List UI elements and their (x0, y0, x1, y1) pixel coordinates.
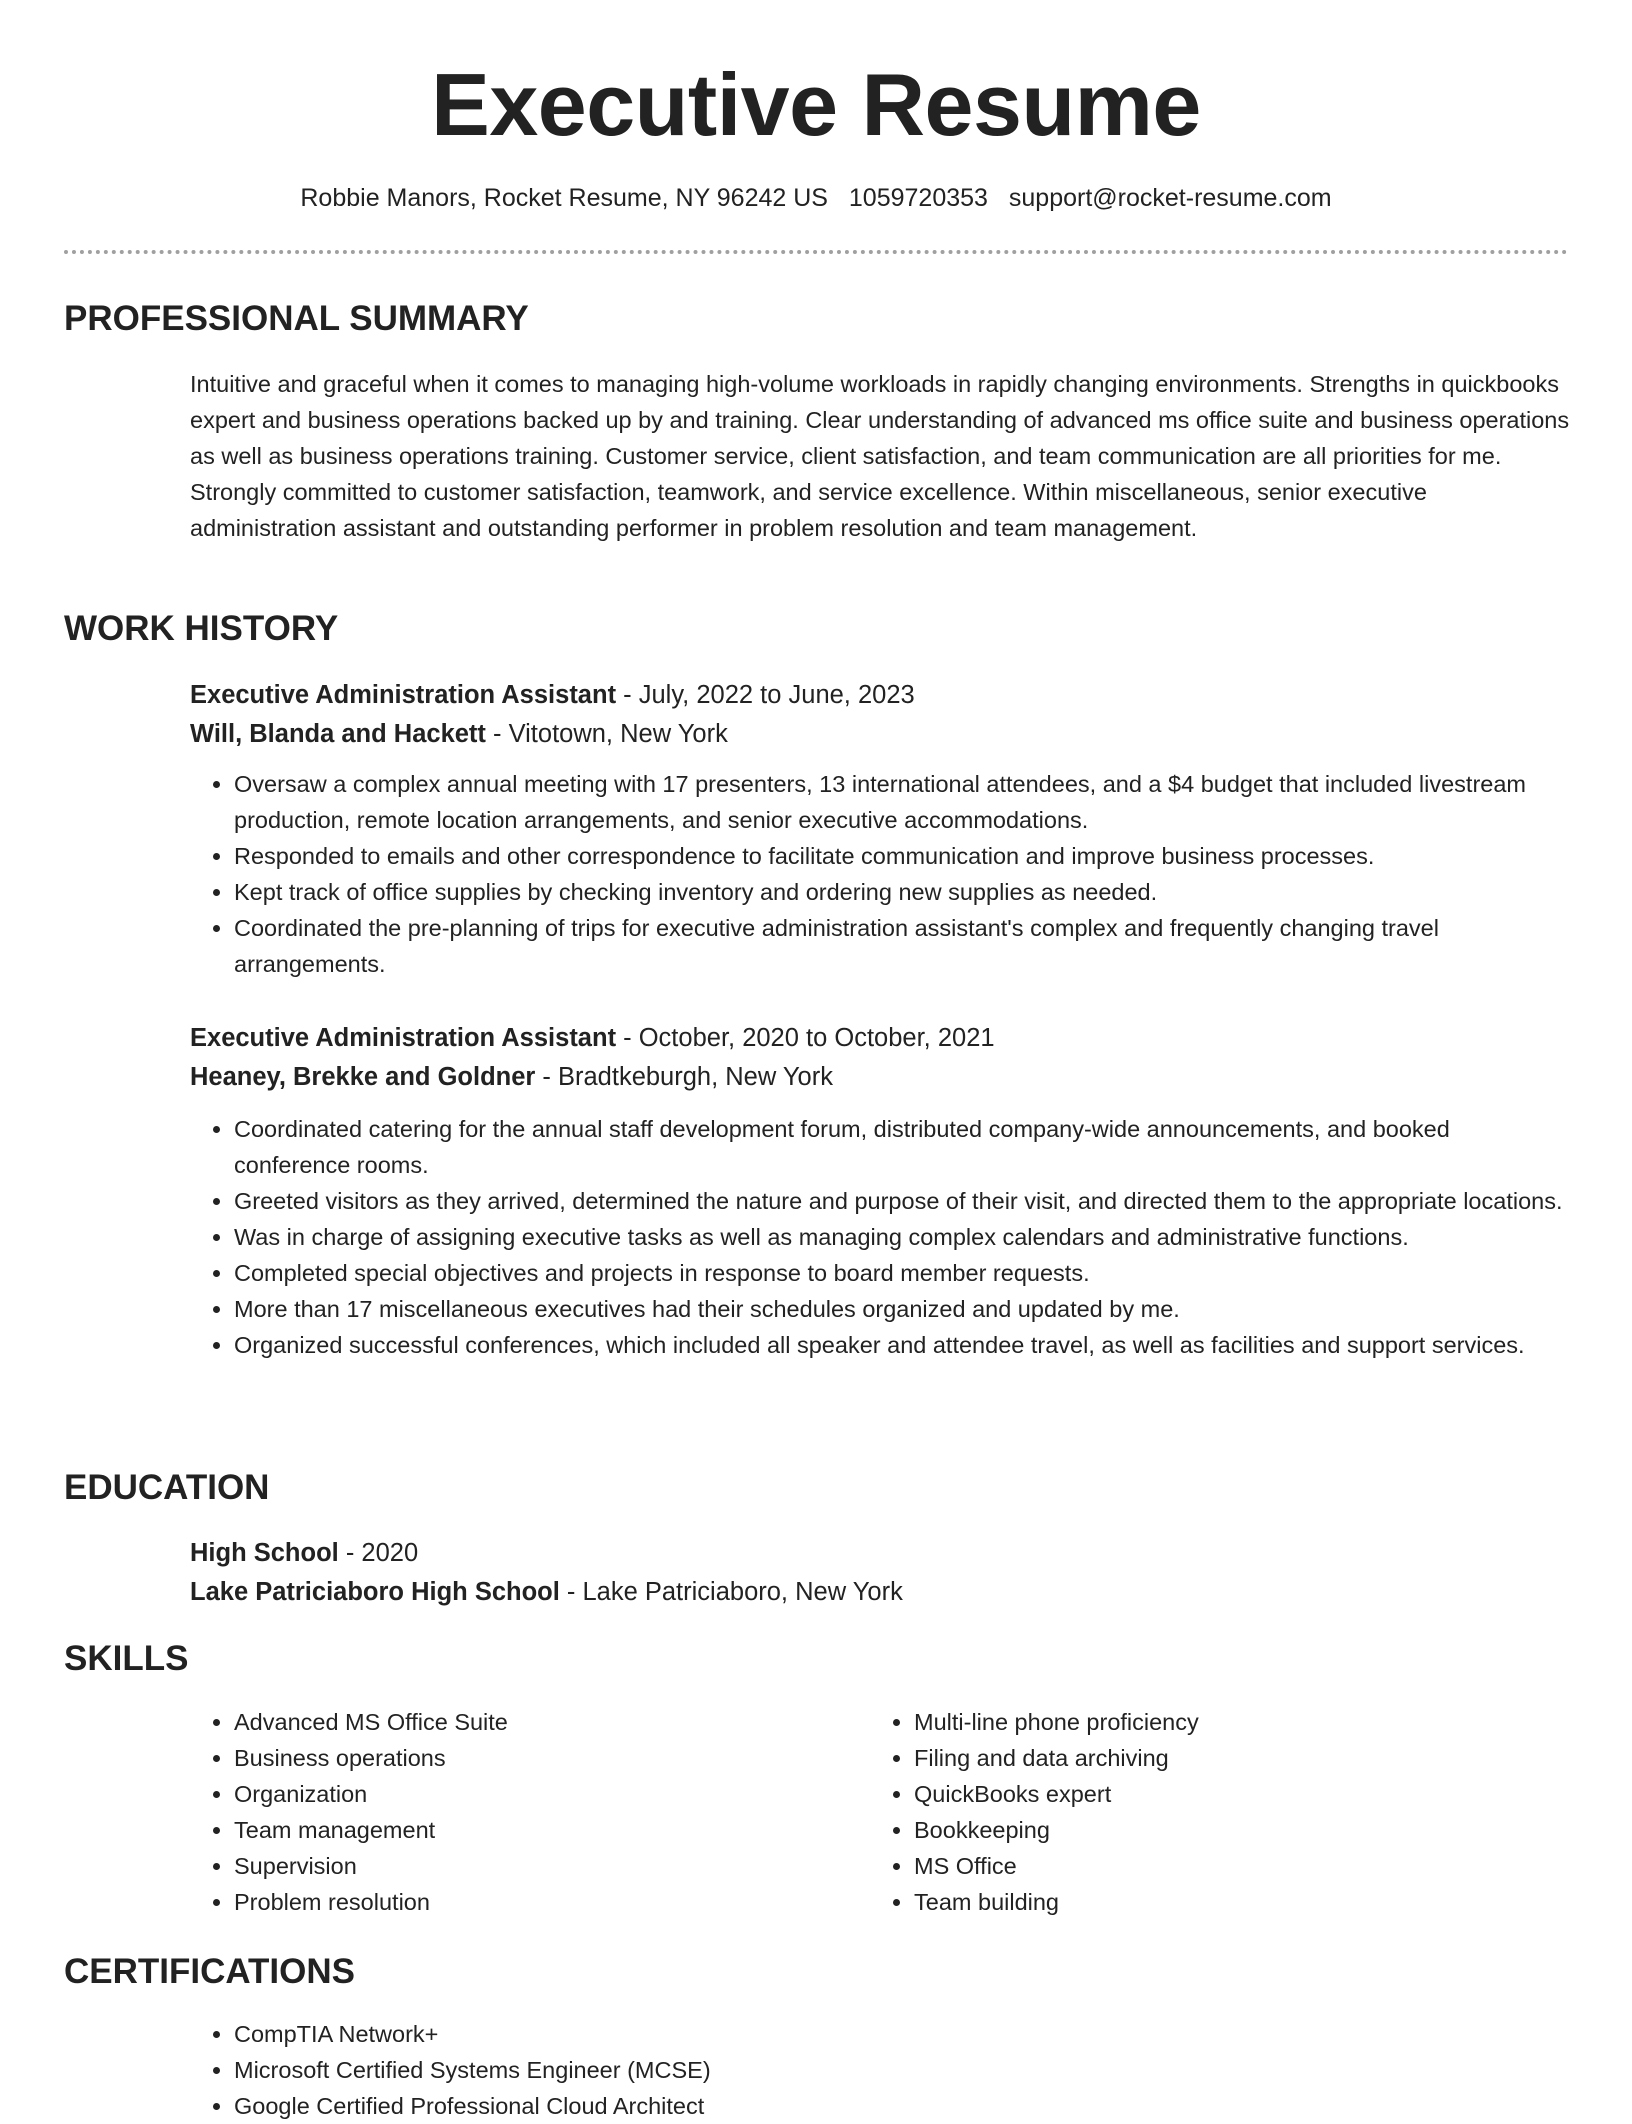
certifications-heading: CERTIFICATIONS (64, 1952, 356, 1991)
list-item: • Coordinated the pre-planning of trips for executive administration assistant's complex and frequently changing travel arrangements. (234, 910, 1570, 982)
list-item: • Bookkeeping (914, 1812, 1490, 1848)
list-item: • Was in charge of assigning executive tasks as well as managing complex calendars and administrative functions. (234, 1219, 1570, 1255)
education-school: Lake Patriciaboro High School (190, 1578, 560, 1606)
list-item: • More than 17 miscellaneous executives had their schedules organized and updated by me. (234, 1291, 1570, 1327)
education-degree-line (190, 1534, 1570, 1573)
header-divider (64, 250, 1568, 254)
list-item: • Advanced MS Office Suite (234, 1704, 810, 1740)
job-dates: - July, 2022 to June, 2023 (616, 681, 915, 709)
list-item: • Team management (234, 1812, 810, 1848)
list-item: • Problem resolution (234, 1884, 810, 1920)
job-bullets (190, 766, 1570, 982)
summary-heading: PROFESSIONAL SUMMARY (64, 299, 529, 338)
list-item: • Business operations (234, 1740, 810, 1776)
education-school-line (190, 1573, 1570, 1612)
job-company-line (190, 1058, 1570, 1097)
contact-line (64, 181, 1568, 215)
education-entry (190, 1534, 1570, 1612)
list-item: • Organization (234, 1776, 810, 1812)
job-title-line (190, 676, 1570, 715)
job-entry-2 (190, 1019, 1570, 1363)
job-dates: - October, 2020 to October, 2021 (616, 1024, 995, 1052)
list-item: • Kept track of office supplies by checking inventory and ordering new supplies as needed. (234, 874, 1570, 910)
skills-column-right (870, 1704, 1490, 1920)
skills-heading: SKILLS (64, 1639, 189, 1678)
list-item: • Coordinated catering for the annual staff development forum, distributed company-wide announcements, and booked conference rooms. (234, 1111, 1570, 1183)
summary-text: Intuitive and graceful when it comes to managing high-volume workloads in rapidly changing environments. Strengths in quickbooks expert and business operations backed up by and training. Clear understanding of advanced ms office suite and business operations as well as business operations training. Customer service, client satisfaction, and team communication are all priorities for me. Strongly committed to customer satisfaction, teamwork, and service excellence. Within miscellaneous, senior executive administration assistant and outstanding performer in problem resolution and team management. (190, 371, 1570, 541)
list-item: • Microsoft Certified Systems Engineer (MCSE) (234, 2052, 1570, 2088)
contact-address: Robbie Manors, Rocket Resume, NY 96242 US (300, 184, 828, 212)
job-entry-1 (190, 676, 1570, 982)
list-item: • CompTIA Network+ (234, 2016, 1570, 2052)
education-degree: High School (190, 1539, 339, 1567)
job-role: Executive Administration Assistant (190, 1024, 617, 1052)
list-item: • MS Office (914, 1848, 1490, 1884)
certifications-list (190, 2016, 1570, 2124)
job-location: - Vitotown, New York (485, 720, 728, 748)
list-item: • Filing and data archiving (914, 1740, 1490, 1776)
list-item: • QuickBooks expert (914, 1776, 1490, 1812)
job-role: Executive Administration Assistant (190, 681, 617, 709)
contact-email: support@rocket-resume.com (1008, 184, 1332, 212)
list-item: • Oversaw a complex annual meeting with 17 presenters, 13 international attendees, and a $4 budget that included livestream production, remote location arrangements, and senior executive accommodations. (234, 766, 1570, 838)
list-item: • Multi-line phone proficiency (914, 1704, 1490, 1740)
education-heading: EDUCATION (64, 1468, 270, 1507)
education-year: - 2020 (338, 1539, 419, 1567)
job-bullets (190, 1111, 1570, 1363)
list-item: • Supervision (234, 1848, 810, 1884)
job-title-line (190, 1019, 1570, 1058)
list-item: • Responded to emails and other correspondence to facilitate communication and improve business processes. (234, 838, 1570, 874)
skills-column-left (190, 1704, 810, 1920)
list-item: • Greeted visitors as they arrived, determined the nature and purpose of their visit, and directed them to the appropriate locations. (234, 1183, 1570, 1219)
job-company: Heaney, Brekke and Goldner (190, 1063, 536, 1091)
list-item: • Completed special objectives and projects in response to board member requests. (234, 1255, 1570, 1291)
list-item: • Team building (914, 1884, 1490, 1920)
list-item: • Google Certified Professional Cloud Architect (234, 2088, 1570, 2124)
job-location: - Bradtkeburgh, New York (535, 1063, 833, 1091)
job-company: Will, Blanda and Hackett (190, 720, 486, 748)
job-company-line (190, 715, 1570, 754)
resume-title: Executive Resume (431, 55, 1201, 154)
contact-phone: 1059720353 (848, 184, 988, 212)
education-location: - Lake Patriciaboro, New York (559, 1578, 903, 1606)
work-history-heading: WORK HISTORY (64, 609, 339, 648)
list-item: • Organized successful conferences, which included all speaker and attendee travel, as well as facilities and support services. (234, 1327, 1570, 1363)
